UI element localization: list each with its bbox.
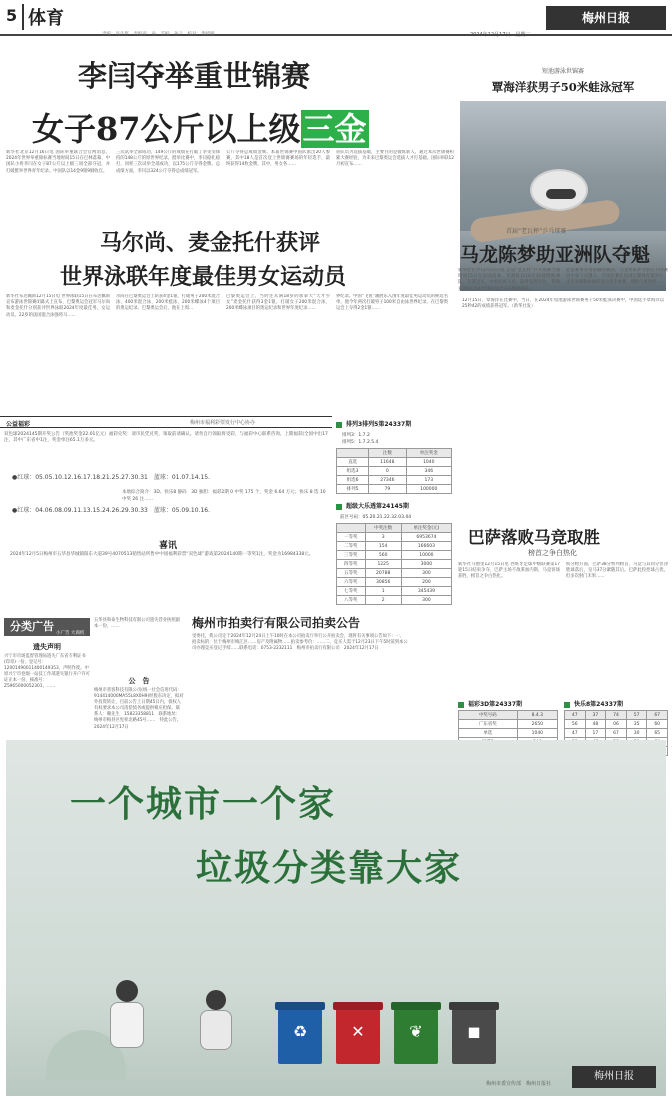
- table-row: [337, 449, 452, 458]
- issue-date: 2024年12月17日 星期二: [470, 32, 531, 38]
- hazard-icon: ✕: [351, 1022, 365, 1041]
- cell: 8.4.3: [517, 711, 557, 720]
- recycle-bin: [278, 1008, 322, 1064]
- award-article-col1: 新华社布达佩斯12月15日电 世界泳联15日在布达佩斯宣布游泳世锦赛闭幕式上宣布，巴黎奥运会冠军马尔尚和麦金托什分别获评世界泳联2024年度最佳男、女运动员。22岁的法国混合泳强将马……: [6, 294, 110, 318]
- pailie-table-box: [336, 420, 452, 494]
- pingpong-article-col2: 此届赛事采用新颖的赛制，马龙和陈梦分别在不同赛段中拿下关键分。全场比赛在法国巴黎体育馆举行，来自亚洲和欧洲的顶尖选手参赛，现场气氛热烈……: [566, 268, 668, 286]
- cell: 100000: [406, 485, 451, 494]
- cell: 3000: [401, 560, 451, 569]
- table-row: [337, 542, 452, 551]
- pingpong-article-col1: 新华社长沙12月15日电 首届“老瓦杯”乒乓球赛当地时间15日在法国落幕，亚洲队以14比10战胜欧洲队，夺得冠军。中国名将马龙、陈梦发挥出色，帮助亚洲队以14比10的总比分击败欧洲队。: [458, 268, 560, 292]
- cell: [337, 524, 366, 533]
- fc3d-table-title: 福彩3D第24337期: [458, 700, 558, 710]
- cell: 组选3: [337, 467, 369, 476]
- cell: 中奖号码: [459, 711, 518, 720]
- child2-head: [206, 990, 226, 1010]
- page-number: 5: [6, 6, 18, 25]
- classifieds-banner: 分类广告: [4, 618, 90, 636]
- cell: 中奖注数: [365, 524, 401, 533]
- superlotto-table-box: [336, 502, 452, 605]
- swimmer-goggles: [546, 189, 576, 199]
- cell: 79: [369, 485, 406, 494]
- kitchen-bin: [394, 1008, 438, 1064]
- psa-slogan-line2: 垃圾分类靠大家: [196, 848, 463, 889]
- cell: 八等奖: [337, 596, 366, 605]
- cell: 11648: [369, 458, 406, 467]
- cell: 1: [365, 587, 401, 596]
- pailie-info: [342, 432, 452, 446]
- announcement-title: 公 告: [128, 677, 150, 685]
- table-row: [459, 729, 558, 738]
- pingpong-headline: 马龙陈梦助亚洲队夺魁: [460, 244, 651, 266]
- newspaper-masthead: 梅州日报: [546, 6, 666, 30]
- table-row: [565, 720, 668, 729]
- superlotto-table-title: 超级大乐透第24145期: [336, 502, 452, 512]
- swimming-award-headline-1: 马尔尚、麦金托什获评: [100, 230, 321, 256]
- recycle-icon: ♻: [292, 1022, 308, 1041]
- cell: 3: [365, 533, 401, 542]
- pailie-table: [336, 448, 452, 494]
- superlotto-table: [336, 523, 452, 605]
- cell: 三等奖: [337, 551, 366, 560]
- cell: 七等奖: [337, 587, 366, 596]
- laliga-article-col1: 新华社马德里12月15日电 西班牙足球甲级联赛第17轮15日结束争夺，巴萨主场不敌莱加内斯，马竞客场获胜，榜首之争白热化。: [458, 562, 560, 580]
- cell: 2650: [517, 720, 557, 729]
- cell: 35: [626, 720, 647, 729]
- laliga-headline: 巴萨落败马竞取胜: [468, 528, 600, 547]
- photo-subtitle: 短池游泳世锦赛: [541, 68, 584, 75]
- cell: 27346: [369, 476, 406, 485]
- child2-body: [200, 1010, 232, 1050]
- auction-body: 受委托，我公司定于2024年12月24日上午10时在本公司拍卖厅举行公开拍卖会，现将有关事项公告如下：一、拍卖标的：位于梅州市梅江区……房产及附属物……拍卖参考价：……二、竞买人需于12月23日下午5时前到本公司办理竞买登记手续……联系电话：0753-2232111 梅州市拍卖行有限公司 2024年12月17日: [192, 634, 408, 652]
- lottery-source: 梅州市福利彩票发行中心协办: [190, 420, 256, 426]
- lottery-draw-1: ●红球：05.05.10.12.16.17.18.21.25.27.30.31 蓝球：01.07.14.15.: [12, 474, 211, 481]
- cell: 四等奖: [337, 560, 366, 569]
- table-row: [459, 720, 558, 729]
- pailie3-result: 排列3：1.7.2: [342, 433, 370, 438]
- classified-col2-text: 五华县和泰生物科技有限公司遗失营业执照副本一份，……: [94, 618, 180, 630]
- award-article-col3: 巴黎奥运会上，当时还未满18岁的加拿大“天才少女”麦金托什获得3金1银。打破女子200米混合泳、200米蝶泳项目的奥运纪录和世界年度纪录……: [226, 294, 330, 312]
- cell: 单选: [459, 729, 518, 738]
- cell: 67: [606, 729, 627, 738]
- cell: 166603: [401, 542, 451, 551]
- cell: 154: [365, 542, 401, 551]
- main-article-col4: 轻队员为选拔基础，主要目的是锻炼新人，通过本次世锦赛积累大赛经验，为未来巴黎奥运会选拔人才打基础。国际举联12月初宣布……: [336, 150, 454, 168]
- cell: 10000: [401, 551, 451, 560]
- pailie-table-title: 排列3排列5第24337期: [336, 420, 452, 430]
- table-row: [337, 551, 452, 560]
- cell: 20788: [365, 569, 401, 578]
- table-row: [337, 524, 452, 533]
- lost-notice-title: 遗失声明: [33, 643, 61, 651]
- cell: 排列5: [337, 485, 369, 494]
- main-article-col2: 三次试举全部成功，149公斤的成绩在打破了李雯雯保持的148公斤的原世界纪录。挺举比赛中，李闫稳扎稳打，同样三次试举全部成功，以175公斤夺得金牌。总成绩方面，李闫以324公斤夺得总成绩冠军。: [116, 150, 220, 174]
- laliga-subtitle: 榜首之争白热化: [528, 549, 577, 557]
- cell: 67: [647, 711, 668, 720]
- table-row: [337, 569, 452, 578]
- table-row: [337, 458, 452, 467]
- cell: 五等奖: [337, 569, 366, 578]
- swimming-award-headline-2: 世界泳联年度最佳男女运动员: [60, 264, 347, 290]
- psa-footer: 梅州市委宣传部 梅州日报社: [486, 1081, 552, 1087]
- lottery-draws: [12, 474, 328, 515]
- table-row: [337, 578, 452, 587]
- cell: 47: [565, 711, 586, 720]
- cell: 173: [406, 476, 451, 485]
- lottery-title: 公益福彩: [6, 421, 31, 428]
- table-row: [565, 729, 668, 738]
- psa-slogan-line1: 一个城市一个家: [70, 784, 337, 825]
- cell: 57: [626, 711, 647, 720]
- pingpong-subtitle: 首届“老瓦杯”乒乓球赛: [506, 228, 567, 235]
- cell: 200: [401, 578, 451, 587]
- lottery-middle-info: 本地综合简介：3D、快乐8 静码 3D 独胆：福彩2期 0 中奖 175 个，奖金 6.64 万元；快乐 8 选 10 中奖 26 注……: [122, 490, 326, 502]
- cell: 47: [565, 729, 586, 738]
- cell: 组选6: [337, 476, 369, 485]
- cell: 560: [365, 551, 401, 560]
- table-row: [337, 596, 452, 605]
- photo-headline: 覃海洋获男子50米蛙泳冠军: [491, 80, 635, 94]
- cell: 注数: [369, 449, 406, 458]
- cell: 2: [365, 596, 401, 605]
- table-row: [337, 485, 452, 494]
- lottery-notice: 双色球2024145期开奖公告（奖池奖金22.01亿元）福彩兑奖：请市民凭兑奖，领取前请确认。请勿自行领取将受彩，与福彩中心联系咨询。上期福彩(全国中出17注，其中广东省中1注，奖金单注65.1万多元。: [4, 432, 328, 444]
- child-body: [110, 1002, 144, 1048]
- cell: 17: [585, 729, 606, 738]
- auction-headline: 梅州市拍卖行有限公司拍卖公告: [192, 616, 361, 630]
- main-headline-prefix: 女子87公斤以上级: [32, 110, 301, 148]
- main-article-col3: 公斤夺得总成绩金牌。本届世锦赛中国队派出20人参赛，其中18人是首次登上世锦赛赛场的年轻选手，最终获得14枚金牌，其中，男女各……: [226, 150, 330, 168]
- cell: 300: [401, 596, 451, 605]
- welfare-title: 喜讯: [158, 541, 177, 551]
- cell: 6953674: [401, 533, 451, 542]
- table-row: [337, 533, 452, 542]
- cell: 1040: [406, 458, 451, 467]
- garbage-sorting-psa: [6, 740, 666, 1096]
- superlotto-info: 前区号码：05.20.21.22.32.03.04: [340, 515, 412, 520]
- table-row: [459, 711, 558, 720]
- table-row: [337, 476, 452, 485]
- cell: 06: [606, 720, 627, 729]
- cell: 74: [606, 711, 627, 720]
- cell: 单注奖金(元): [401, 524, 451, 533]
- classifieds-slogan: 小广告 大商机: [56, 631, 85, 636]
- table-row: [337, 587, 452, 596]
- table-row: [337, 560, 452, 569]
- cell: 48: [585, 720, 606, 729]
- cell: 300: [401, 569, 451, 578]
- cell: 56: [565, 720, 586, 729]
- main-article-col1: 新华社北京12月16日电 国际举重联合会官网消息，2024年世界举重锦标赛当地时间15日在巴林落幕，中国队小将李闫在女子87公斤以上级三项全部夺冠，并打破挺举世界青年纪录。中国队以14金9银9铜收官。: [6, 150, 110, 174]
- leaf-icon: ❦: [409, 1022, 423, 1041]
- lottery-header-bar: [0, 416, 332, 428]
- cell: 346: [406, 467, 451, 476]
- award-article-col2: 尔尚在巴黎奥运会上斩获4金1银，打破男子200米混合泳、400米混合泳、200米蛙泳、200米蝶泳4个项目的奥运纪录。巴黎奥运会后，他在上周…: [116, 294, 220, 312]
- hazardous-bin: [336, 1008, 380, 1064]
- classified-col2: [94, 618, 184, 630]
- cell: 直选: [337, 458, 369, 467]
- lost-notice-body: 兴宁市市场监督管理局遗失广东省专利证书(印章)一份，登记号：12001490011400149353，声明作废。中原兴宁市卷烟一站技工作部遗失银行开户许可证正本一份，核准号：Z5965000052301，……: [4, 654, 90, 690]
- cell: 30856: [365, 578, 401, 587]
- section-title: 体育: [22, 4, 64, 30]
- editors-line: 责编：高生哲 责编审：孙 美编：孙兰 校对：黄晴晴: [102, 32, 215, 37]
- pailie5-result: 排列5：1.7.2.5.4: [342, 440, 379, 445]
- trash-icon: ◼: [467, 1022, 481, 1041]
- table-row: [565, 711, 668, 720]
- cell: 一等奖: [337, 533, 366, 542]
- psa-logo: 梅州日报: [572, 1066, 656, 1088]
- award-article-col4: 界纪录。中国“飞鱼”潘展乐入围年度最佳男运动员的候选名单，他今年两次打破男子100米自由泳世界纪录，在巴黎奥运会上夺得2金1银……: [336, 294, 448, 312]
- cell: 37: [585, 711, 606, 720]
- cell: 1040: [517, 729, 557, 738]
- laliga-article-col2: 积分榜方面，巴萨38分暂列榜首，马竞与其同分但净胜球落后，皇马37分紧随其后。巴萨此役控球占优，但多次射门未果……: [566, 562, 668, 580]
- announcement-body: 梅州市普客科技有限公司(统一社会信用代码：914414000MA55L8X0H9)经股东决定，拟对外投资转让，目前公告上日期45日内，债权人有权要求本公司清偿债务或提供相应担保。联系人：赖先生 15823358811 联系地址：梅州市梅县区宪梓北路45号…… 特此公告。2024年12月17日: [94, 688, 184, 730]
- cell: 广东省奖: [459, 720, 518, 729]
- cell: 345439: [401, 587, 451, 596]
- photo-caption: 12月15日，覃海洋在比赛中。当日，在2024年短池游泳世锦赛男子50米蛙泳决赛中，中国选手覃海洋以25秒42的成绩获得冠军。（新华社发）: [462, 298, 664, 310]
- cell: 65: [647, 729, 668, 738]
- cell: 60: [647, 720, 668, 729]
- page-header: [0, 0, 672, 36]
- cell: 0: [369, 467, 406, 476]
- lottery-draw-2: ●红球：04.06.08.09.11.13.15.24.26.29.30.33 蓝球：05.09.10.16.: [12, 507, 211, 514]
- cell: 1225: [365, 560, 401, 569]
- main-headline-highlight: 三金: [302, 110, 367, 148]
- cell: 30: [626, 729, 647, 738]
- main-headline-line1: 李闫夺举重世锦赛: [78, 59, 311, 93]
- main-headline-line2: [32, 104, 369, 150]
- cell: 二等奖: [337, 542, 366, 551]
- table-row: [337, 467, 452, 476]
- other-bin: [452, 1008, 496, 1064]
- child-head: [116, 980, 138, 1002]
- kl8-table-title: 快乐8第24337期: [564, 700, 668, 710]
- cell: 单注奖金: [406, 449, 451, 458]
- cell: [337, 449, 369, 458]
- cell: 六等奖: [337, 578, 366, 587]
- welfare-body: 2024年12月5日梅州市五华县华城镇阳东大道39号4070513销售站所售中中国福利彩票“双色球”游戏第2024140期一等奖1注，奖金为16984338元。: [10, 552, 314, 557]
